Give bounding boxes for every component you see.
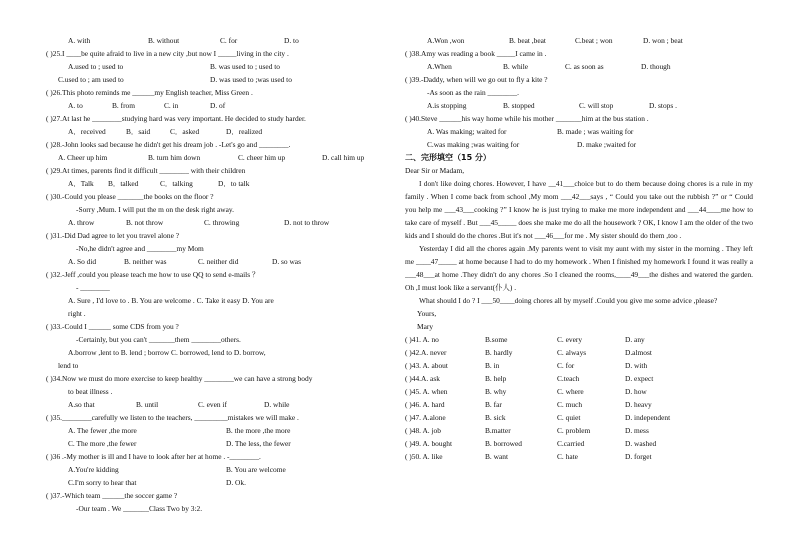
- question-33: ( )33.-Could I ______ some CDS from you ?: [46, 322, 179, 331]
- q37-options: [405, 34, 753, 47]
- q32-response: - ________: [76, 283, 110, 292]
- q28-options: [46, 151, 393, 164]
- question-38: ( )38.Amy was reading a book _____I came in .: [405, 49, 547, 58]
- option: D.almost: [625, 348, 652, 357]
- cloze-number: ( )42.A. never: [405, 348, 447, 357]
- option: D. how: [625, 387, 647, 396]
- cloze-number: ( )41. A. no: [405, 335, 439, 344]
- cloze-row: [405, 372, 753, 385]
- option: B. the more ,the more: [226, 426, 291, 435]
- section-title: 二、完形填空（15 分）: [405, 153, 491, 162]
- option: B. far: [485, 400, 502, 409]
- letter-paragraph-3: What should I do ? I ___50____doing chores all by myself .Could you give me some advice ,please?: [419, 296, 718, 305]
- q34-options: [46, 398, 393, 411]
- q25-options-row2: [46, 73, 393, 86]
- option: C. where: [557, 387, 584, 396]
- option: A.When: [427, 62, 452, 71]
- q38-options: [405, 60, 753, 73]
- option: C. throwing: [204, 218, 240, 227]
- option: D. mess: [625, 426, 649, 435]
- option: C. in: [164, 101, 179, 110]
- option: B. You are welcome: [226, 465, 286, 474]
- option: D. The less, the fewer: [226, 439, 291, 448]
- option: A. with: [68, 36, 91, 45]
- option: B．said: [126, 127, 151, 136]
- option: D. heavy: [625, 400, 652, 409]
- cloze-number: ( )45. A. when: [405, 387, 448, 396]
- question-28: ( )28.-John looks sad because he didn't get his dream job . -Let's go and ________.: [46, 140, 291, 149]
- option: A.is stopping: [427, 101, 467, 110]
- q25-options-row1: [46, 60, 393, 73]
- option: D．realized: [226, 127, 263, 136]
- option: D. not to throw: [284, 218, 330, 227]
- option: C. will stop: [579, 101, 614, 110]
- option: A.used to ; used to: [68, 62, 124, 71]
- question-31: ( )31.-Did Dad agree to let you travel alone ?: [46, 231, 179, 240]
- option: C. as soon as: [565, 62, 604, 71]
- q39-response: -As soon as the rain ________.: [427, 88, 519, 97]
- q30-response: -Sorry ,Mum. I will put the m on the desk right away.: [76, 205, 234, 214]
- option: B. while: [503, 62, 529, 71]
- option: C. every: [557, 335, 583, 344]
- q40-options-row2: [405, 138, 753, 151]
- option: B.matter: [485, 426, 511, 435]
- question-37: ( )37.-Which team ______the soccer game ?: [46, 491, 178, 500]
- option: D. expect: [625, 374, 654, 383]
- option: C. for: [220, 36, 238, 45]
- option: C.carried: [557, 439, 585, 448]
- q27-options: [46, 125, 393, 138]
- cloze-number: ( )48. A. job: [405, 426, 441, 435]
- q36-options-row2: [46, 476, 393, 489]
- option: B. turn him down: [148, 153, 201, 162]
- option: C．asked: [170, 127, 200, 136]
- q35-options-row2: [46, 437, 393, 450]
- question-25: ( )25.I ____be quite afraid to live in a new city ,but now I _____living in the city .: [46, 49, 289, 58]
- q39-options: [405, 99, 753, 112]
- option: B. in: [485, 361, 500, 370]
- option: C. for: [557, 361, 575, 370]
- option: A.so that: [68, 400, 95, 409]
- q33-response: -Certainly, but you can't _______them ________others.: [76, 335, 241, 344]
- cloze-row: [405, 424, 753, 437]
- option: D. with: [625, 361, 648, 370]
- cloze-row: [405, 437, 753, 450]
- option: D. won ; beat: [643, 36, 683, 45]
- option: C. neither did: [198, 257, 239, 266]
- cloze-row: [405, 333, 753, 346]
- question-26: ( )26.This photo reminds me ______my English teacher, Miss Green .: [46, 88, 253, 97]
- cloze-row: [405, 450, 753, 463]
- q31-options: [46, 255, 393, 268]
- question-30: ( )30.-Could you please _______the books on the floor ?: [46, 192, 214, 201]
- option: A．received: [68, 127, 106, 136]
- q33-options-continued: lend to: [58, 361, 79, 370]
- cloze-row: [405, 398, 753, 411]
- option: B. beat ,beat: [509, 36, 546, 45]
- cloze-options: [405, 333, 753, 463]
- option: D. washed: [625, 439, 657, 448]
- option: B. want: [485, 452, 508, 461]
- q24-options: [46, 34, 393, 47]
- option: B. from: [112, 101, 135, 110]
- option: D. while: [264, 400, 290, 409]
- q34-continued: to beat illness .: [68, 387, 113, 396]
- option: B. neither was: [124, 257, 167, 266]
- cloze-number: ( )43. A. about: [405, 361, 448, 370]
- option: D. call him up: [322, 153, 365, 162]
- option: D. independent: [625, 413, 671, 422]
- option: A.You're kidding: [68, 465, 119, 474]
- right-column: [405, 34, 753, 463]
- question-35: ( )35.________carefully we listen to the teachers, _________mistakes we will make .: [46, 413, 299, 422]
- option: C.used to ; am used to: [58, 75, 124, 84]
- q40-options-row1: [405, 125, 753, 138]
- option: D. stops .: [649, 101, 677, 110]
- option: B. borrowed: [485, 439, 522, 448]
- cloze-row: [405, 411, 753, 424]
- cloze-number: ( )44.A. ask: [405, 374, 440, 383]
- option: A. throw: [68, 218, 95, 227]
- q37-response: -Our team . We _______Class Two by 3:2.: [76, 504, 203, 513]
- question-32: ( )32.-Jeff ,could you please teach me how to use QQ to send e-mails ？: [46, 270, 260, 279]
- option: B. without: [148, 36, 180, 45]
- option: C. problem: [557, 426, 591, 435]
- option: B. why: [485, 387, 507, 396]
- question-40: ( )40.Steve ______his way home while his mother _______him at the bus station .: [405, 114, 649, 123]
- option: D. to: [284, 36, 299, 45]
- cloze-number: ( )47. A.alone: [405, 413, 446, 422]
- option: A. The fewer ,the more: [68, 426, 137, 435]
- question-39: ( )39.-Daddy, when will we go out to fly a kite ?: [405, 75, 548, 84]
- salutation: Dear Sir or Madam,: [405, 166, 465, 175]
- option: D. Ok.: [226, 478, 246, 487]
- q32-options: A. Sure , I'd love to . B. You are welcome . C. Take it easy D. You are: [68, 296, 274, 305]
- cloze-row: [405, 359, 753, 372]
- q32-options-continued: right .: [68, 309, 86, 318]
- option: C．talking: [160, 179, 193, 188]
- cloze-row: [405, 385, 753, 398]
- option: C. hate: [557, 452, 578, 461]
- q30-options: [46, 216, 393, 229]
- option: A. to: [68, 101, 83, 110]
- q31-response: -No,he didn't agree and ________my Mom: [76, 244, 204, 253]
- left-column: [46, 34, 393, 515]
- option: C.I'm sorry to hear that: [68, 478, 137, 487]
- option: D. make ;waited for: [577, 140, 637, 149]
- option: C. much: [557, 400, 583, 409]
- cloze-row: [405, 346, 753, 359]
- q29-options: [46, 177, 393, 190]
- q33-options: A.borrow ,lent to B. lend ; borrow C. borrowed, lend to D. borrow,: [68, 348, 266, 357]
- option: B.some: [485, 335, 508, 344]
- option: D. so was: [272, 257, 301, 266]
- question-34: ( )34.Now we must do more exercise to keep healthy ________we can have a strong body: [46, 374, 313, 383]
- option: C.beat ; won: [575, 36, 613, 45]
- option: D. though: [641, 62, 671, 71]
- letter-paragraph-1: I don't like doing chores. However, I have __41___choice but to do them because doing chores is a rule in my family . When I come back from school ,My mom ___42___says , “ Could you take out the rubbish ?” or “ Could you help me ___43___cooking ?” I know he is just trying to make me more independent and ___44____me how to take care of myself . But ___45_____ does she make me do all the housework ? OK, I know I am the older of the two kids and I should do the chores .But it's not ___46___for me . My sister should do them ,too .: [405, 179, 753, 240]
- question-36: ( )36 .-My mother is ill and I have to look after her at home . -________.: [46, 452, 261, 461]
- cloze-number: ( )49. A. bought: [405, 439, 453, 448]
- cloze-number: ( )46. A. hard: [405, 400, 445, 409]
- question-29: ( )29.At times, parents find it difficult ________ with their children: [46, 166, 246, 175]
- option: B. hardly: [485, 348, 513, 357]
- option: B. until: [136, 400, 159, 409]
- letter-paragraph-2: Yesterday I did all the chores again .My parents went to visit my aunt with my sister in the morning . They left me ____47_____ at home because I had to do my homework . When I finished my homework I found it was really a ___48___at home .They didn't do any chores .So I cleaned the rooms,____49___the dishes and watered the garden. Oh ,I must look like a servant(仆人) .: [405, 244, 753, 292]
- option: D. any: [625, 335, 645, 344]
- option: C. quiet: [557, 413, 581, 422]
- option: D．to talk: [218, 179, 250, 188]
- option: D. of: [210, 101, 226, 110]
- option: B. was used to ; used to: [210, 62, 281, 71]
- option: B. help: [485, 374, 507, 383]
- option: C. even if: [198, 400, 227, 409]
- option: B. made ; was waiting for: [557, 127, 634, 136]
- option: C.was making ;was waiting for: [427, 140, 520, 149]
- option: A．Talk: [68, 179, 94, 188]
- q36-options-row1: [46, 463, 393, 476]
- option: B. not throw: [126, 218, 164, 227]
- option: B．talked: [108, 179, 139, 188]
- cloze-number: ( )50. A. like: [405, 452, 443, 461]
- option: D. was used to ;was used to: [210, 75, 292, 84]
- letter-signature: Mary: [417, 322, 434, 331]
- option: C. cheer him up: [238, 153, 286, 162]
- option: B. sick: [485, 413, 506, 422]
- option: A. Was making; waited for: [427, 127, 507, 136]
- option: C.teach: [557, 374, 580, 383]
- q35-options-row1: [46, 424, 393, 437]
- question-27: ( )27.At last he ________studying hard was very important. He decided to study harder.: [46, 114, 306, 123]
- option: A. So did: [68, 257, 97, 266]
- option: D. forget: [625, 452, 652, 461]
- option: A. Cheer up him: [58, 153, 108, 162]
- letter-closing: Yours,: [417, 309, 437, 318]
- option: A.Won ,won: [427, 36, 465, 45]
- option: C. The more ,the fewer: [68, 439, 137, 448]
- option: B. stopped: [503, 101, 535, 110]
- q26-options: [46, 99, 393, 112]
- option: C. always: [557, 348, 587, 357]
